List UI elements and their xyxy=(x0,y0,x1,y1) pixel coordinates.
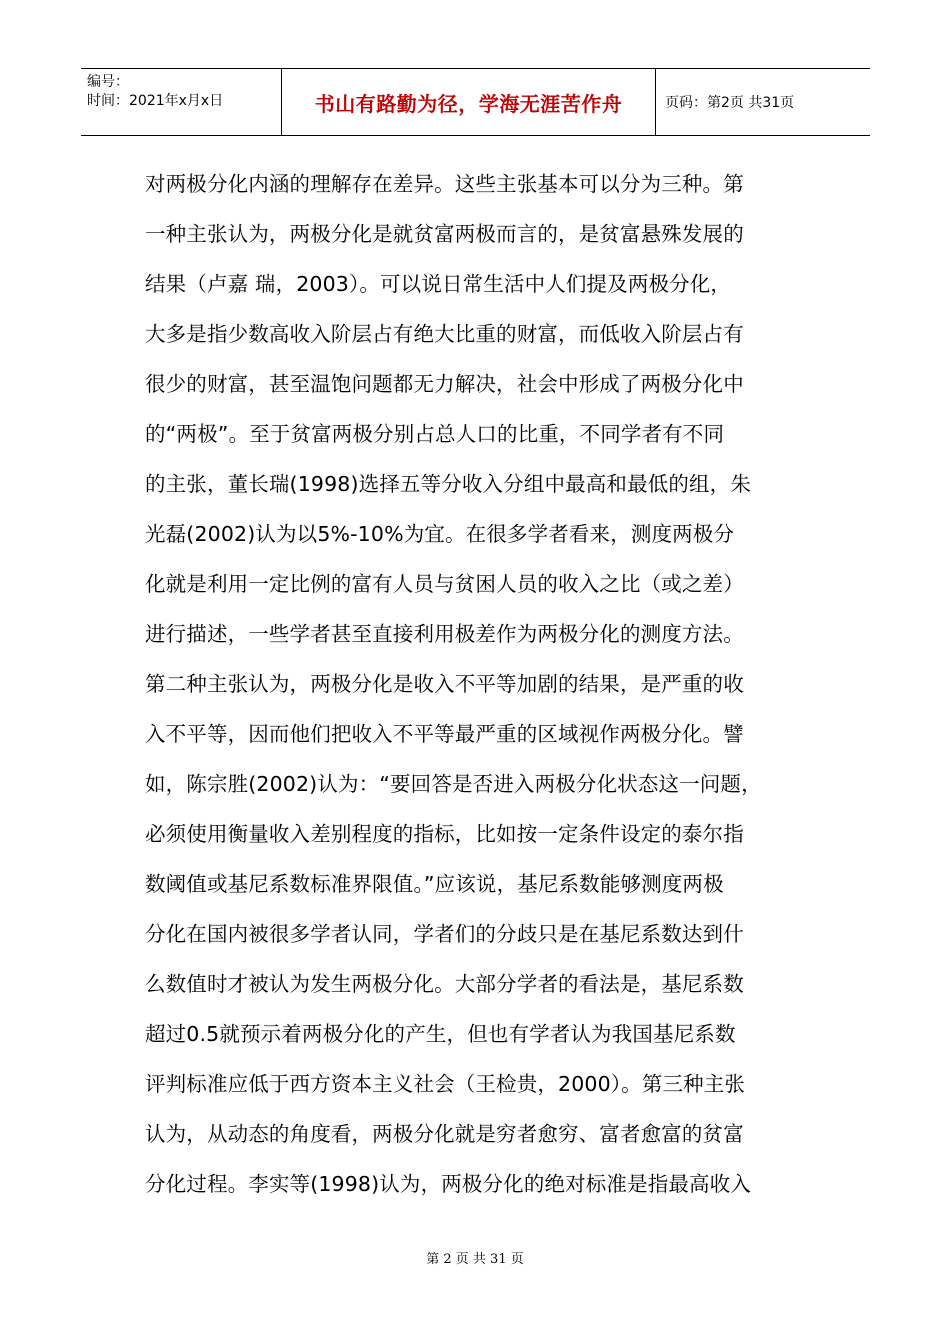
body-line: 分化过程。李实等(1998)认为，两极分化的绝对标准是指最高收入 xyxy=(145,1172,751,1196)
body-line: 的主张，董长瑞(1998)选择五等分收入分组中最高和最低的组，朱 xyxy=(145,472,751,496)
header-page-info: 页码：第2页 共31页 xyxy=(665,95,795,111)
body-line: 进行描述，一些学者甚至直接利用极差作为两极分化的测度方法。 xyxy=(145,622,744,646)
body-line: 大多是指少数高收入阶层占有绝大比重的财富，而低收入阶层占有 xyxy=(145,322,744,346)
body-line: 数阈值或基尼系数标准界限值。”应该说，基尼系数能够测度两极 xyxy=(145,872,724,896)
body-line: 么数值时才被认为发生两极分化。大部分学者的看法是，基尼系数 xyxy=(145,972,744,996)
body-line: 一种主张认为，两极分化是就贫富两极而言的，是贫富悬殊发展的 xyxy=(145,222,744,246)
body-line: 第二种主张认为，两极分化是收入不平等加剧的结果，是严重的收 xyxy=(145,672,744,696)
document-number-label: 编号： xyxy=(87,74,129,90)
body-line: 化就是利用一定比例的富有人员与贫困人员的收入之比（或之差） xyxy=(145,572,744,596)
page-footer: 第 2 页 共 31 页 xyxy=(426,1252,524,1267)
body-line: 认为，从动态的角度看，两极分化就是穷者愈穷、富者愈富的贫富 xyxy=(145,1122,744,1146)
body-line: 光磊(2002)认为以5%-10%为宜。在很多学者看来，测度两极分 xyxy=(145,522,735,546)
body-line: 超过0.5就预示着两极分化的产生，但也有学者认为我国基尼系数 xyxy=(145,1022,736,1046)
body-line: 对两极分化内涵的理解存在差异。这些主张基本可以分为三种。第 xyxy=(145,172,744,196)
body-line: 很少的财富，甚至温饱问题都无力解决，社会中形成了两极分化中 xyxy=(145,372,744,396)
header-motto: 书山有路勤为径，学海无涯苦作舟 xyxy=(282,69,656,135)
document-date-label: 时间：2021年x月x日 xyxy=(87,93,224,109)
body-line: 入不平等，因而他们把收入不平等最严重的区域视作两极分化。譬 xyxy=(145,722,744,746)
body-line: 分化在国内被很多学者认同，学者们的分歧只是在基尼系数达到什 xyxy=(145,922,744,946)
body-text xyxy=(145,166,809,1216)
body-line: 的“两极”。至于贫富两极分别占总人口的比重，不同学者有不同 xyxy=(145,422,725,446)
body-line: 结果（卢嘉 瑞，2003）。可以说日常生活中人们提及两极分化， xyxy=(145,272,732,296)
header-meta-cell xyxy=(81,69,282,135)
body-line: 必须使用衡量收入差别程度的指标，比如按一定条件设定的泰尔指 xyxy=(145,822,744,846)
body-line: 评判标准应低于西方资本主义社会（王检贵，2000）。第三种主张 xyxy=(145,1072,746,1096)
page-header xyxy=(81,68,870,136)
body-line: 如，陈宗胜(2002)认为：“要回答是否进入两极分化状态这一问题， xyxy=(145,772,762,796)
